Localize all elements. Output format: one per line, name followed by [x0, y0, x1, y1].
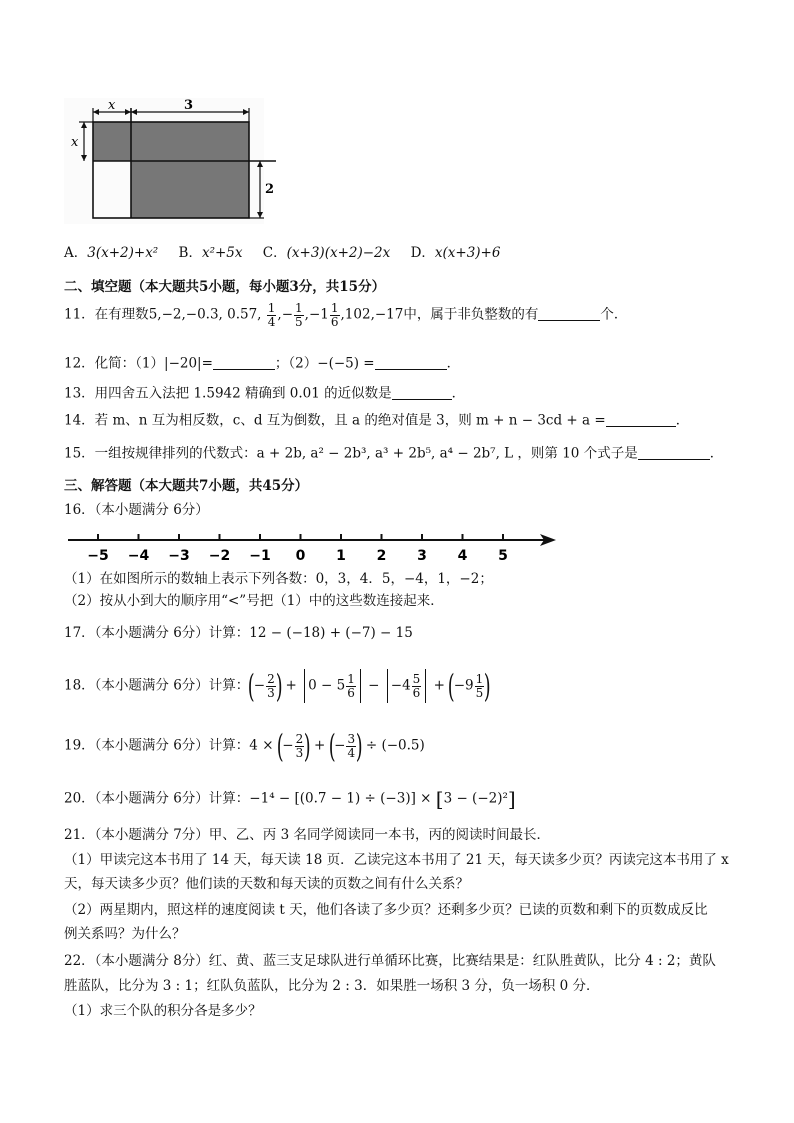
q11: 11．在有理数5,−2,−0.3, 0.57, $\frac{1}{4}$ ,− $\frac{1}{5}$ ,−1 $\frac{1}{6}$ ,102,−17中，属于非负整数的有 个．: [64, 301, 628, 329]
q12: 12．化简：（1）|−20|= ；（2）−(−5) = ．: [64, 355, 461, 372]
q22-line3: （1）求三个队的积分各是多少？: [64, 1003, 262, 1019]
tick-label: −4: [127, 548, 150, 564]
label-x-top: x: [108, 98, 116, 113]
tick-label: 1: [336, 548, 346, 564]
q14-blank[interactable]: [606, 412, 676, 427]
q12-blank-2[interactable]: [375, 355, 447, 370]
label-2: 2: [265, 182, 275, 197]
q14: 14．若 m、n 互为相反数，c、d 互为倒数，且 a 的绝对值是 3，则 m + n − 3cd + a = ．: [64, 412, 690, 429]
shaded-top-right: [131, 122, 249, 161]
q16-part2: （2）按从小到大的顺序用“<”号把（1）中的这些数连接起来．: [64, 593, 444, 609]
q21-line4: （2）两星期内，照这样的速度阅读 t 天，他们各读了多少页？还剩多少页？已读的页数和剩下的页数成反比: [64, 902, 708, 918]
tick-label: 0: [295, 548, 306, 564]
option-d[interactable]: D．x(x+3)+6: [410, 245, 501, 261]
q15-blank[interactable]: [638, 445, 710, 460]
q13-blank[interactable]: [392, 385, 452, 400]
tick-label: −3: [168, 548, 190, 564]
q15: 15．一组按规律排列的代数式：a + 2b, a² − 2b³, a³ + 2b⁵, a⁴ − 2b⁷, L ，则第 10 个式子是 ．: [64, 445, 724, 462]
section2-title: 二、填空题（本大题共5小题，每小题3分，共15分）: [64, 279, 386, 295]
shaded-bottom-right: [131, 161, 249, 218]
label-3: 3: [184, 98, 194, 113]
option-a[interactable]: A．3(x+2)+x²: [64, 245, 159, 261]
q21-line3: 天，每天读多少页？他们读的天数和每天读的页数之间有什么关系？: [64, 876, 469, 892]
tick-label: 4: [457, 548, 468, 564]
q12-blank-1[interactable]: [213, 355, 275, 370]
tick-label: 3: [417, 548, 427, 564]
q19: 19．（本小题满分 6分）计算：4 × (− $\frac{2}{3}$ ) + (− $\frac{3}{4}$ ) ÷ (−0.5): [64, 727, 425, 765]
label-x-side: x: [71, 135, 79, 150]
area-figure: [64, 98, 275, 224]
number-line[interactable]: [64, 524, 560, 564]
q20: 20．（本小题满分 6分）计算：−1⁴ − [(0.7 − 1) ÷ (−3)] × [3 − (−2)²]: [64, 787, 516, 811]
q13: 13．用四舍五入法把 1.5942 精确到 0.01 的近似数是 ．: [64, 385, 466, 402]
tick-label: −2: [208, 548, 231, 564]
tick-label: −1: [249, 548, 271, 564]
q21-line5: 例关系吗？为什么？: [64, 926, 186, 942]
option-c[interactable]: C．(x+3)(x+2)−2x: [262, 245, 391, 261]
option-b[interactable]: B．x²+5x: [178, 245, 243, 261]
q10-options: [64, 245, 516, 263]
section3-title: 三、解答题（本大题共7小题，共45分）: [64, 478, 309, 494]
tick-label: −5: [87, 548, 109, 564]
shaded-top-left: [93, 122, 131, 161]
q22-line1: 22．（本小题满分 8分）红、黄、蓝三支足球队进行单循环比赛，比赛结果是：红队胜黄队，比分 4 : 2；黄队: [64, 953, 716, 969]
q22-line2: 胜蓝队，比分为 3 : 1；红队负蓝队，比分为 2 : 3．如果胜一场积 3 分，负一场积 0 分．: [64, 978, 600, 994]
q18: 18．（本小题满分 6分）计算：(− $\frac{2}{3}$ ) + 0 − 5 $\frac{1}{6}$ − −4 $\frac{5}{6}$ + (−9 $\frac{1}{5}$ ): [64, 667, 491, 705]
q11-blank[interactable]: [538, 306, 600, 321]
q16-part1: （1）在如图所示的数轴上表示下列各数：0，3，4．5，−4，1，−2；: [64, 571, 493, 587]
q16-head: 16．（本小题满分 6分）: [64, 502, 209, 518]
q17: 17．（本小题满分 6分）计算：12 − (−18) + (−7) − 15: [64, 625, 413, 641]
q21-line2: （1）甲读完这本书用了 14 天，每天读 18 页．乙读完这本书用了 21 天，每天读多少页？丙读完这本书用了 x: [64, 852, 729, 868]
tick-label: 5: [498, 548, 508, 564]
q21-line1: 21．（本小题满分 7分）甲、乙、丙 3 名同学阅读同一本书，丙的阅读时间最长．: [64, 827, 550, 843]
tick-label: 2: [376, 548, 387, 564]
